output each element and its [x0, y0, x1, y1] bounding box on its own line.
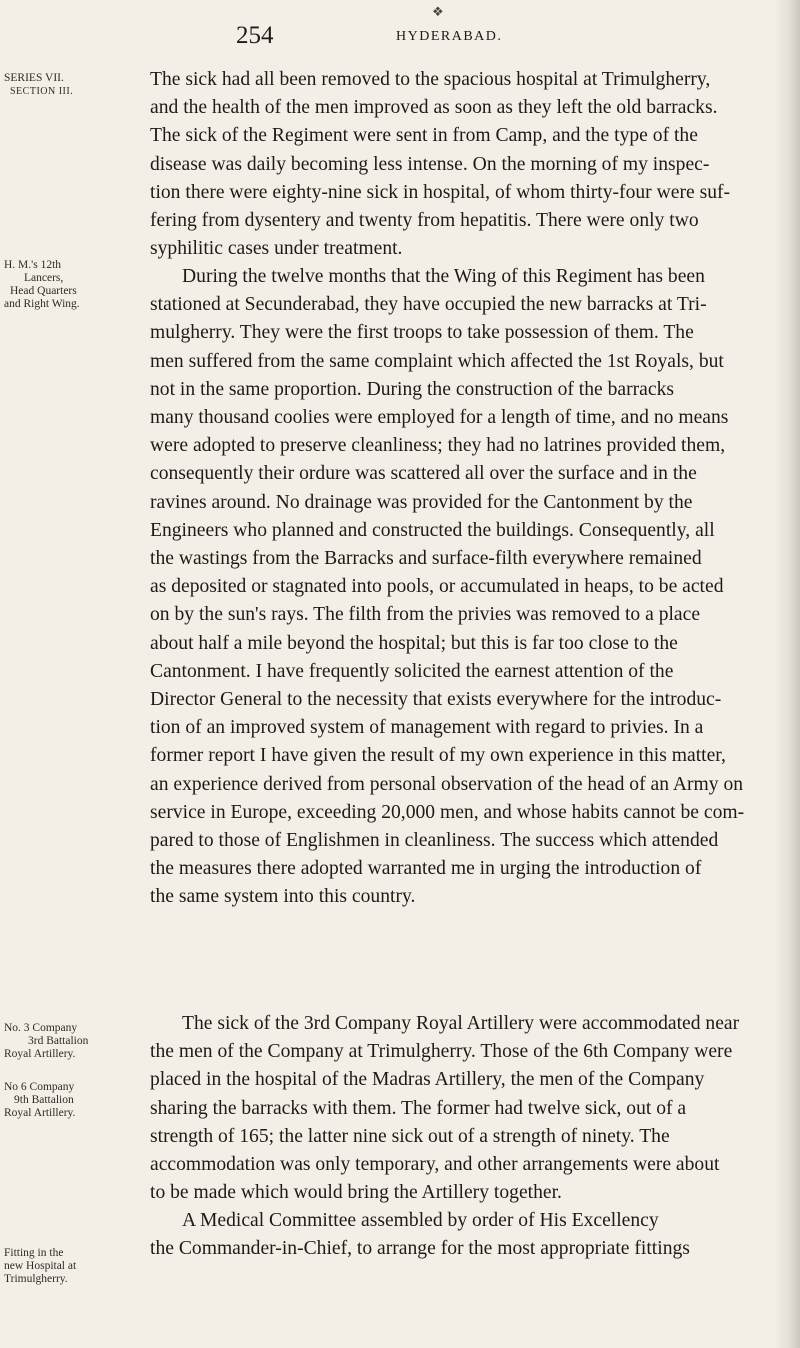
text-line: many thousand coolies were employed for a length of time, and no means — [150, 407, 729, 429]
text-line: former report I have given the result of my own experience in this matter, — [150, 745, 726, 767]
text-line: consequently their ordure was scattered all over the surface and in the — [150, 463, 697, 485]
text-line: fering from dysentery and twenty from hepatitis. There were only two — [150, 210, 699, 232]
text-line: as deposited or stagnated into pools, or accumulated in heaps, to be acted — [150, 576, 724, 598]
text-line: and the health of the men improved as soon as they left the old barracks. — [150, 97, 718, 119]
text-line: the men of the Company at Trimulgherry. Those of the 6th Company were — [150, 1041, 733, 1063]
text-line: were adopted to preserve cleanliness; they had no latrines provided them, — [150, 435, 726, 457]
margin-note-no6-company — [4, 1081, 114, 1120]
text-line: on by the sun's rays. The filth from the privies was removed to a place — [150, 604, 701, 626]
text-line: the measures there adopted warranted me in urging the introduction of — [150, 858, 702, 880]
text-line: the Commander-in-Chief, to arrange for the most appropriate fittings — [150, 1238, 690, 1260]
margin-note-fitting — [4, 1247, 114, 1286]
margin-note-line: No 6 Company — [4, 1081, 75, 1093]
text-line: The sick of the 3rd Company Royal Artillery were accommodated near — [182, 1013, 740, 1034]
text-line: The sick of the Regiment were sent in from Camp, and the type of the — [150, 125, 698, 147]
text-line: tion there were eighty-nine sick in hospital, of whom thirty-four were suf- — [150, 181, 731, 203]
text-line: service in Europe, exceeding 20,000 men, and whose habits cannot be com- — [150, 801, 745, 823]
margin-note-line: Royal Artillery. — [4, 1107, 76, 1119]
text-line: men suffered from the same complaint which affected the 1st Royals, but — [150, 350, 724, 372]
text-line: to be made which would bring the Artillery together. — [150, 1182, 562, 1204]
text-line: The sick had all been removed to the spacious hospital at Trimulgherry, — [150, 69, 711, 90]
paragraph-lancers-barracks — [150, 263, 776, 912]
running-head: HYDERABAD. — [396, 29, 503, 44]
text-line: the wastings from the Barracks and surface-filth everywhere remained — [150, 548, 702, 570]
top-ornament: ❖ — [432, 4, 444, 19]
margin-note-line: Royal Artillery. — [4, 1048, 76, 1060]
page-number: 254 — [236, 22, 274, 49]
text-line: Cantonment. I have frequently solicited the earnest attention of the — [150, 660, 674, 682]
text-line: Engineers who planned and constructed the buildings. Consequently, all — [150, 519, 715, 541]
text-line: tion of an improved system of management with regard to privies. In a — [150, 717, 704, 739]
margin-note-line: No. 3 Company — [4, 1022, 78, 1034]
text-line: During the twelve months that the Wing of this Regiment has been — [182, 266, 705, 287]
margin-note-line: Trimulgherry. — [4, 1273, 68, 1285]
text-line: Director General to the necessity that exists everywhere for the introduc- — [150, 689, 722, 711]
text-line: mulgherry. They were the first troops to take possession of them. The — [150, 322, 694, 344]
margin-note-line: Lancers, — [24, 272, 64, 284]
paragraph-royal-artillery — [150, 1010, 776, 1207]
page-header — [0, 22, 800, 52]
margin-note-line: Head Quarters — [10, 285, 77, 297]
margin-note-no3-company — [4, 1022, 114, 1061]
margin-note-line: H. M.'s 12th — [4, 259, 62, 271]
text-line: A Medical Committee assembled by order of His Excellency — [182, 1210, 659, 1231]
text-line: stationed at Secunderabad, they have occupied the new barracks at Tri- — [150, 294, 707, 316]
margin-note-line: SERIES VII. — [4, 72, 64, 84]
margin-note-series — [4, 72, 114, 98]
text-line: sharing the barracks with them. The former had twelve sick, out of a — [150, 1097, 687, 1119]
paragraph-trimulgherry-hospital — [150, 66, 776, 263]
margin-note-line: 9th Battalion — [14, 1094, 74, 1106]
text-line: ravines around. No drainage was provided for the Cantonment by the — [150, 491, 693, 513]
text-line: accommodation was only temporary, and other arrangements were about — [150, 1154, 720, 1176]
margin-note-line: 3rd Battalion — [28, 1035, 89, 1047]
text-line: disease was daily becoming less intense. On the morning of my inspec- — [150, 153, 710, 175]
text-line: about half a mile beyond the hospital; but this is far too close to the — [150, 632, 678, 654]
text-line: syphilitic cases under treatment. — [150, 238, 403, 260]
text-line: placed in the hospital of the Madras Artillery, the men of the Company — [150, 1069, 705, 1091]
text-line: the same system into this country. — [150, 886, 416, 908]
margin-note-line: and Right Wing. — [4, 298, 80, 310]
paragraph-medical-committee — [150, 1207, 776, 1263]
text-line: pared to those of Englishmen in cleanliness. The success which attended — [150, 830, 719, 852]
text-line: strength of 165; the latter nine sick out of a strength of ninety. The — [150, 1125, 670, 1147]
margin-note-line: SECTION III. — [10, 86, 74, 97]
text-line: an experience derived from personal observation of the head of an Army on — [150, 773, 744, 795]
margin-note-line: new Hospital at — [4, 1260, 77, 1272]
text-line: not in the same proportion. During the construction of the barracks — [150, 378, 674, 400]
margin-note-line: Fitting in the — [4, 1247, 64, 1259]
margin-note-lancers — [4, 259, 114, 311]
page-edge-shadow — [774, 0, 800, 1348]
